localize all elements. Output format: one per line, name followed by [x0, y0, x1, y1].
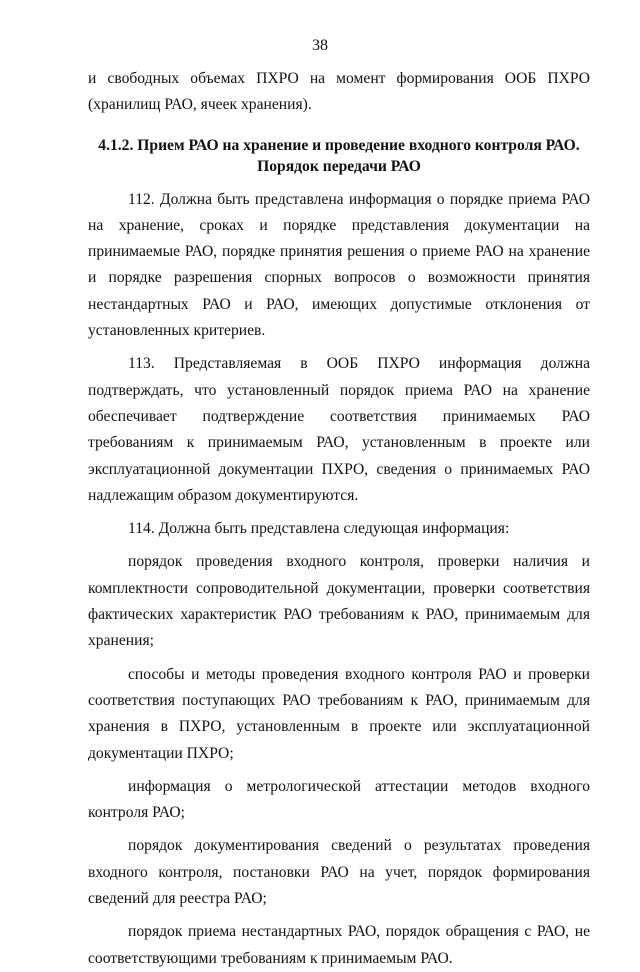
- section-heading: [88, 135, 590, 177]
- list-item-input-control-procedure: порядок проведения входного контроля, проверки наличия и комплектности сопроводительной документации, проверки соответствия фактических характеристик РАО требованиям к РАО, принимаемым для хранения;: [88, 553, 590, 650]
- section-heading-line-1: 4.1.2. Прием РАО на хранение и проведение входного контроля РАО.: [98, 136, 580, 154]
- section-heading-line-2: Порядок передачи РАО: [257, 157, 421, 175]
- page-number: 38: [312, 37, 328, 54]
- intro-paragraph: и свободных объемах ПХРО на момент формирования ООБ ПХРО (хранилищ РАО, ячеек хранения).: [88, 70, 590, 114]
- list-item-metrological-certification: информация о метрологической аттестации методов входного контроля РАО;: [88, 777, 590, 822]
- list-item-control-methods: способы и методы проведения входного контроля РАО и проверки соответствия поступающих РАО требованиям к РАО, принимаемым для хранения в ПХРО, установленным в проекте или эксплуатационной документации ПХРО;: [88, 665, 590, 762]
- list-item-nonstandard-rao: порядок приема нестандартных РАО, порядок обращения с РАО, не соответствующими требованиям к принимаемым РАО.: [88, 923, 590, 967]
- paragraph-112: 112. Должна быть представлена информация о порядке приема РАО на хранение, сроках и порядке представления документации на принимаемые РАО, порядке принятия решения о приеме РАО на хранение и порядке разрешения спорных вопросов о возможности принятия нестандартных РАО и РАО, имеющих допустимые отклонения от установленных критериев.: [88, 190, 590, 340]
- paragraph-113: 113. Представляемая в ООБ ПХРО информация должна подтверждать, что установленный порядок приема РАО на хранение обеспечивает подтверждение соответствия принимаемых РАО требованиям к принимаемым РАО, установленным в проекте или эксплуатационной документации ПХРО, сведения о принимаемых РАО надлежащим образом документируются.: [88, 355, 590, 504]
- page-body: [88, 66, 590, 972]
- list-item-documentation-procedure: порядок документирования сведений о результатах проведения входного контроля, постановки РАО на учет, порядок формирования сведений для реестра РАО;: [88, 837, 590, 908]
- paragraph-114: 114. Должна быть представлена следующая информация:: [128, 520, 510, 538]
